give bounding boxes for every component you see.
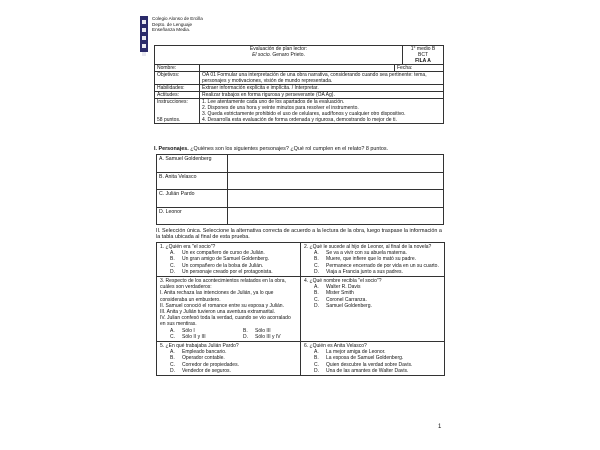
school-name: Colegio Alonso de Ercilla bbox=[152, 16, 203, 21]
book-title: El socio. bbox=[252, 52, 271, 58]
instrucciones-label-cell bbox=[155, 99, 200, 124]
option-text: Un ex compañero de curso de Julián. bbox=[182, 250, 265, 257]
statement: I. Anita rechaza las intenciones de Julián, ya lo que consideraba un embustero. bbox=[160, 290, 274, 303]
option-text: Coronel Carranza. bbox=[326, 296, 367, 303]
statement: III. Anita y Julián tuvieron una aventura extramarital. bbox=[160, 309, 276, 316]
school-logo bbox=[140, 16, 148, 52]
section1-title: I. Personajes. bbox=[154, 146, 189, 152]
question-stem: 5. ¿En qué trabajaba Julián Pardo? bbox=[160, 343, 239, 350]
grade-box bbox=[403, 46, 444, 65]
option-text: Samuel Goldenberg. bbox=[326, 302, 372, 309]
option-text: Sólo III bbox=[255, 327, 271, 334]
instruction-item: 1. Lee atentamente cada uno de los apartados de la evaluación. bbox=[202, 99, 345, 105]
option-letter: A. bbox=[314, 250, 319, 257]
instrucciones-label: Instrucciones: bbox=[157, 99, 188, 105]
option-letter: C. bbox=[314, 262, 319, 269]
title-book-line bbox=[157, 52, 400, 58]
option-text: Un gran amigo de Samuel Goldenberg. bbox=[182, 256, 269, 263]
objetivos-text: OA 01 Formular una interpretación de una obra narrativa, considerando cuando sea pertinente: tema, personajes y motivaciones, visión de mundo representada. bbox=[200, 72, 444, 85]
question-6 bbox=[301, 342, 445, 376]
objetivos-label: Objetivos: bbox=[155, 72, 200, 85]
grade-course: 1° medio B bbox=[410, 46, 436, 52]
question-stem: 2. ¿Qué le sucede al hijo de Leonor, al final de la novela? bbox=[304, 244, 432, 250]
option-row bbox=[160, 334, 297, 340]
page-number: 1 bbox=[438, 424, 442, 430]
question-3 bbox=[157, 277, 301, 342]
habilidades-text: Extraer información explícita e implícita. / Interpretar. bbox=[200, 85, 444, 92]
option-text: Sólo I bbox=[182, 327, 195, 334]
persons-table bbox=[156, 154, 444, 225]
question-2 bbox=[301, 243, 445, 277]
option-text: Mister Smith bbox=[326, 290, 354, 297]
school-department: Depto. de Lenguaje bbox=[152, 21, 193, 27]
section1-prompt: ¿Quiénes son los siguientes personajes? ¿Qué rol cumplen en el relato? 8 puntos. bbox=[188, 146, 389, 152]
option-text: La esposa de Samuel Goldenberg. bbox=[326, 355, 404, 362]
option-text: Permanece encerrado de por vida en un su cuarto. bbox=[326, 262, 439, 269]
actitudes-text: Realizar trabajos en forma rigurosa y perseverante (OA Ag). bbox=[200, 92, 444, 99]
question-stem: 6. ¿Quién es Anita Velasco? bbox=[304, 343, 367, 350]
option-letter: C. bbox=[170, 333, 175, 340]
option-letter: D. bbox=[314, 302, 319, 309]
person-label: D. Leonor bbox=[157, 207, 228, 225]
section2-intro: II. Selección única. Seleccione la alternativa correcta de acuerdo a la lectura de la obra, luego traspase la información a la tabla ubicada al final de esta prueba. bbox=[156, 228, 442, 241]
option-d[interactable] bbox=[304, 269, 441, 275]
question-stem: 3. Respecto de los acontecimientos relatados en la obra, cuáles son verdaderos: bbox=[160, 278, 286, 291]
option-text: Empleado bancario. bbox=[182, 349, 227, 356]
option-d[interactable] bbox=[304, 368, 441, 374]
person-answer-field[interactable] bbox=[228, 172, 444, 190]
option-letter: B. bbox=[243, 327, 248, 334]
person-label: A. Samuel Goldenberg bbox=[157, 155, 228, 173]
school-info bbox=[152, 16, 203, 33]
option-d[interactable] bbox=[233, 334, 281, 340]
nombre-field[interactable] bbox=[200, 65, 395, 72]
option-letter: B. bbox=[170, 256, 175, 263]
option-text: Viaja a Francia junto a sus padres. bbox=[326, 268, 403, 275]
option-letter: C. bbox=[170, 262, 175, 269]
person-answer-field[interactable] bbox=[228, 190, 444, 208]
option-letter: B. bbox=[314, 355, 319, 362]
instruction-item: 3. Queda estrictamente prohibido el uso de celulares, audífonos y cualquier otro dispositivo. bbox=[202, 111, 406, 117]
school-level: Enseñanza Media. bbox=[152, 27, 191, 33]
option-text: Un compañero de la bolsa de Julián. bbox=[182, 262, 264, 269]
person-answer-field[interactable] bbox=[228, 155, 444, 173]
question-5 bbox=[157, 342, 301, 376]
option-d[interactable] bbox=[160, 368, 297, 374]
option-letter: B. bbox=[314, 290, 319, 297]
option-letter: C. bbox=[170, 361, 175, 368]
question-stem: 1. ¿Quién era "el socio"? bbox=[160, 244, 216, 250]
option-c[interactable] bbox=[160, 334, 233, 340]
person-label: C. Julián Pardo bbox=[157, 190, 228, 208]
option-text: Sólo II y III bbox=[182, 333, 206, 340]
option-text: Muere, que infiere que lo mató su padre. bbox=[326, 256, 417, 263]
title-line: Evaluación de plan lector: bbox=[249, 46, 308, 52]
option-text: Operador contable. bbox=[182, 355, 225, 362]
fecha-label: Fecha: bbox=[395, 65, 444, 72]
instruction-item: 4. Desarrolla esta evaluación de forma ordenada y rigurosa, demostrando lo mejor de ti. bbox=[202, 117, 397, 123]
nombre-label: Nombre: bbox=[155, 65, 200, 72]
option-letter: B. bbox=[314, 256, 319, 263]
option-letter: B. bbox=[170, 355, 175, 362]
section1-heading bbox=[154, 146, 454, 152]
option-d[interactable] bbox=[160, 269, 297, 275]
option-text: Walter R. Davis bbox=[326, 284, 361, 291]
option-letter: D. bbox=[170, 268, 175, 275]
grade-row: FILA A bbox=[415, 58, 431, 64]
option-text: Corredor de propiedades. bbox=[182, 361, 239, 368]
option-letter: D. bbox=[170, 367, 175, 374]
option-text: Vendedor de seguros. bbox=[182, 367, 231, 374]
question-stem: 4. ¿Qué nombre recibía "el socio"? bbox=[304, 278, 382, 285]
option-text: Sólo III y IV bbox=[255, 333, 281, 340]
questions-table bbox=[156, 242, 445, 376]
option-text: Un personaje creado por el protagonista. bbox=[182, 268, 273, 275]
option-text: Una de las amantes de Walter Davis. bbox=[326, 367, 409, 374]
exam-title bbox=[155, 46, 403, 65]
person-label: B. Anita Velasco bbox=[157, 172, 228, 190]
option-letter: A. bbox=[170, 349, 175, 356]
statement: IV. Julian confesó toda la verdad, cuando se vio acorralado en sus mentiras. bbox=[160, 315, 291, 328]
grade-code: BCT bbox=[418, 52, 428, 58]
actitudes-label: Actitudes: bbox=[155, 92, 200, 99]
statement: II. Samuel conoció el romance entre su esposa y Julián. bbox=[160, 302, 284, 309]
instrucciones-list bbox=[200, 99, 444, 124]
option-letter: D. bbox=[314, 268, 319, 275]
option-letter: A. bbox=[170, 327, 175, 334]
option-letter: D. bbox=[314, 367, 319, 374]
instruction-item: 2. Dispones de una hora y veinte minutos para resolver el instrumento. bbox=[202, 105, 359, 111]
option-letter: C. bbox=[314, 361, 319, 368]
option-letter: A. bbox=[314, 284, 319, 291]
person-answer-field[interactable] bbox=[228, 207, 444, 225]
option-letter: A. bbox=[170, 250, 175, 257]
option-text: La mejor amiga de Leonor. bbox=[326, 349, 386, 356]
question-1 bbox=[157, 243, 301, 277]
question-4 bbox=[301, 277, 445, 342]
header-table bbox=[154, 45, 444, 124]
option-text: Quien descubre la verdad sobre Davis. bbox=[326, 361, 413, 368]
option-letter: D. bbox=[243, 333, 249, 340]
option-letter: A. bbox=[314, 349, 319, 356]
puntos-label: 58 puntos. bbox=[157, 117, 181, 123]
habilidades-label: Habilidades: bbox=[155, 85, 200, 92]
option-d[interactable] bbox=[304, 303, 441, 309]
book-author: Genaro Prieto. bbox=[271, 52, 305, 58]
option-letter: C. bbox=[314, 296, 319, 303]
option-text: Se va a vivir con su abuela materna. bbox=[326, 250, 407, 257]
